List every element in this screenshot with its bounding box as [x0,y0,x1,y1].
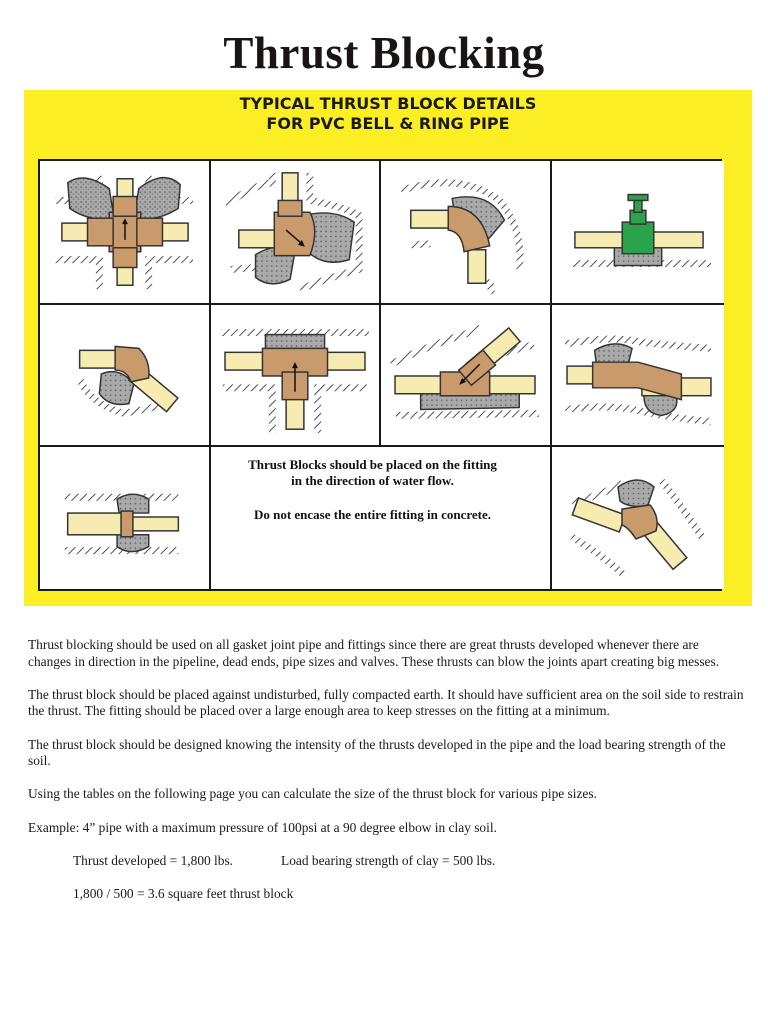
reducer-fitting-icon [40,447,209,589]
paragraph-design: The thrust block should be designed knowing the intensity of the thrusts developed in the pipe and the load bearing strength of the soil. [28,736,726,769]
paragraph-intro: Thrust blocking should be used on all gasket joint pipe and fittings since there are great thrusts developed whenever there are changes in direction in the pipeline, dead ends, pipe sizes and valves. These thrusts can blow the joints apart creating big messes. [28,637,720,669]
note-line-3: Do not encase the entire fitting in concrete. [253,507,492,522]
elbow-45-diagram [40,305,211,447]
tee-fitting-icon [211,161,379,303]
elbow-90-diagram [381,161,552,305]
tee-branch-diagram [211,161,381,305]
note-line-2: in the direction of water flow. [291,473,454,488]
offset-fitting-icon [552,305,724,445]
figure-heading-line2: FOR PVC BELL & RING PIPE [266,114,510,133]
cross-diagram [40,161,211,305]
page-title: Thrust Blocking [223,28,545,78]
bend-diagram [552,447,724,589]
figure-heading-line1: TYPICAL THRUST BLOCK DETAILS [239,94,537,113]
elbow-fitting-icon [40,305,209,445]
instructions-cell [211,447,552,589]
wye-fitting-icon [381,305,550,445]
body-text [28,637,744,919]
calculation-row [28,853,744,870]
note-line-1: Thrust Blocks should be placed on the fitting [248,457,497,472]
bend-fitting-icon [552,447,724,589]
paragraph-example: Example: 4” pipe with a maximum pressure of 100psi at a 90 degree elbow in clay soil. [28,819,497,835]
calc-bearing: Load bearing strength of clay = 500 lbs. [281,852,496,868]
calc-result: 1,800 / 500 = 3.6 square feet thrust block [73,885,294,901]
paragraph-placement: The thrust block should be placed against undisturbed, fully compacted earth. It should have sufficient area on the soil side to restrain the thrust. The fitting should be placed over a large enough area to keep stresses on the fitting at a minimum. [28,686,744,719]
offset-diagram [552,305,724,447]
figure-heading [24,94,752,134]
calc-thrust: Thrust developed = 1,800 lbs. [73,852,234,868]
diagram-grid [38,159,722,591]
tee-fitting-icon [211,305,379,445]
wye-diagram [381,305,552,447]
elbow-fitting-icon [381,161,550,303]
valve-diagram [552,161,724,305]
reducer-diagram [40,447,211,589]
paragraph-tables: Using the tables on the following page you can calculate the size of the thrust block for various pipe sizes. [28,786,597,802]
tee-diagram [211,305,381,447]
cross-fitting-icon [40,161,209,303]
thrust-block-note [211,457,534,523]
thrust-block-figure [24,90,752,606]
valve-icon [552,161,724,303]
